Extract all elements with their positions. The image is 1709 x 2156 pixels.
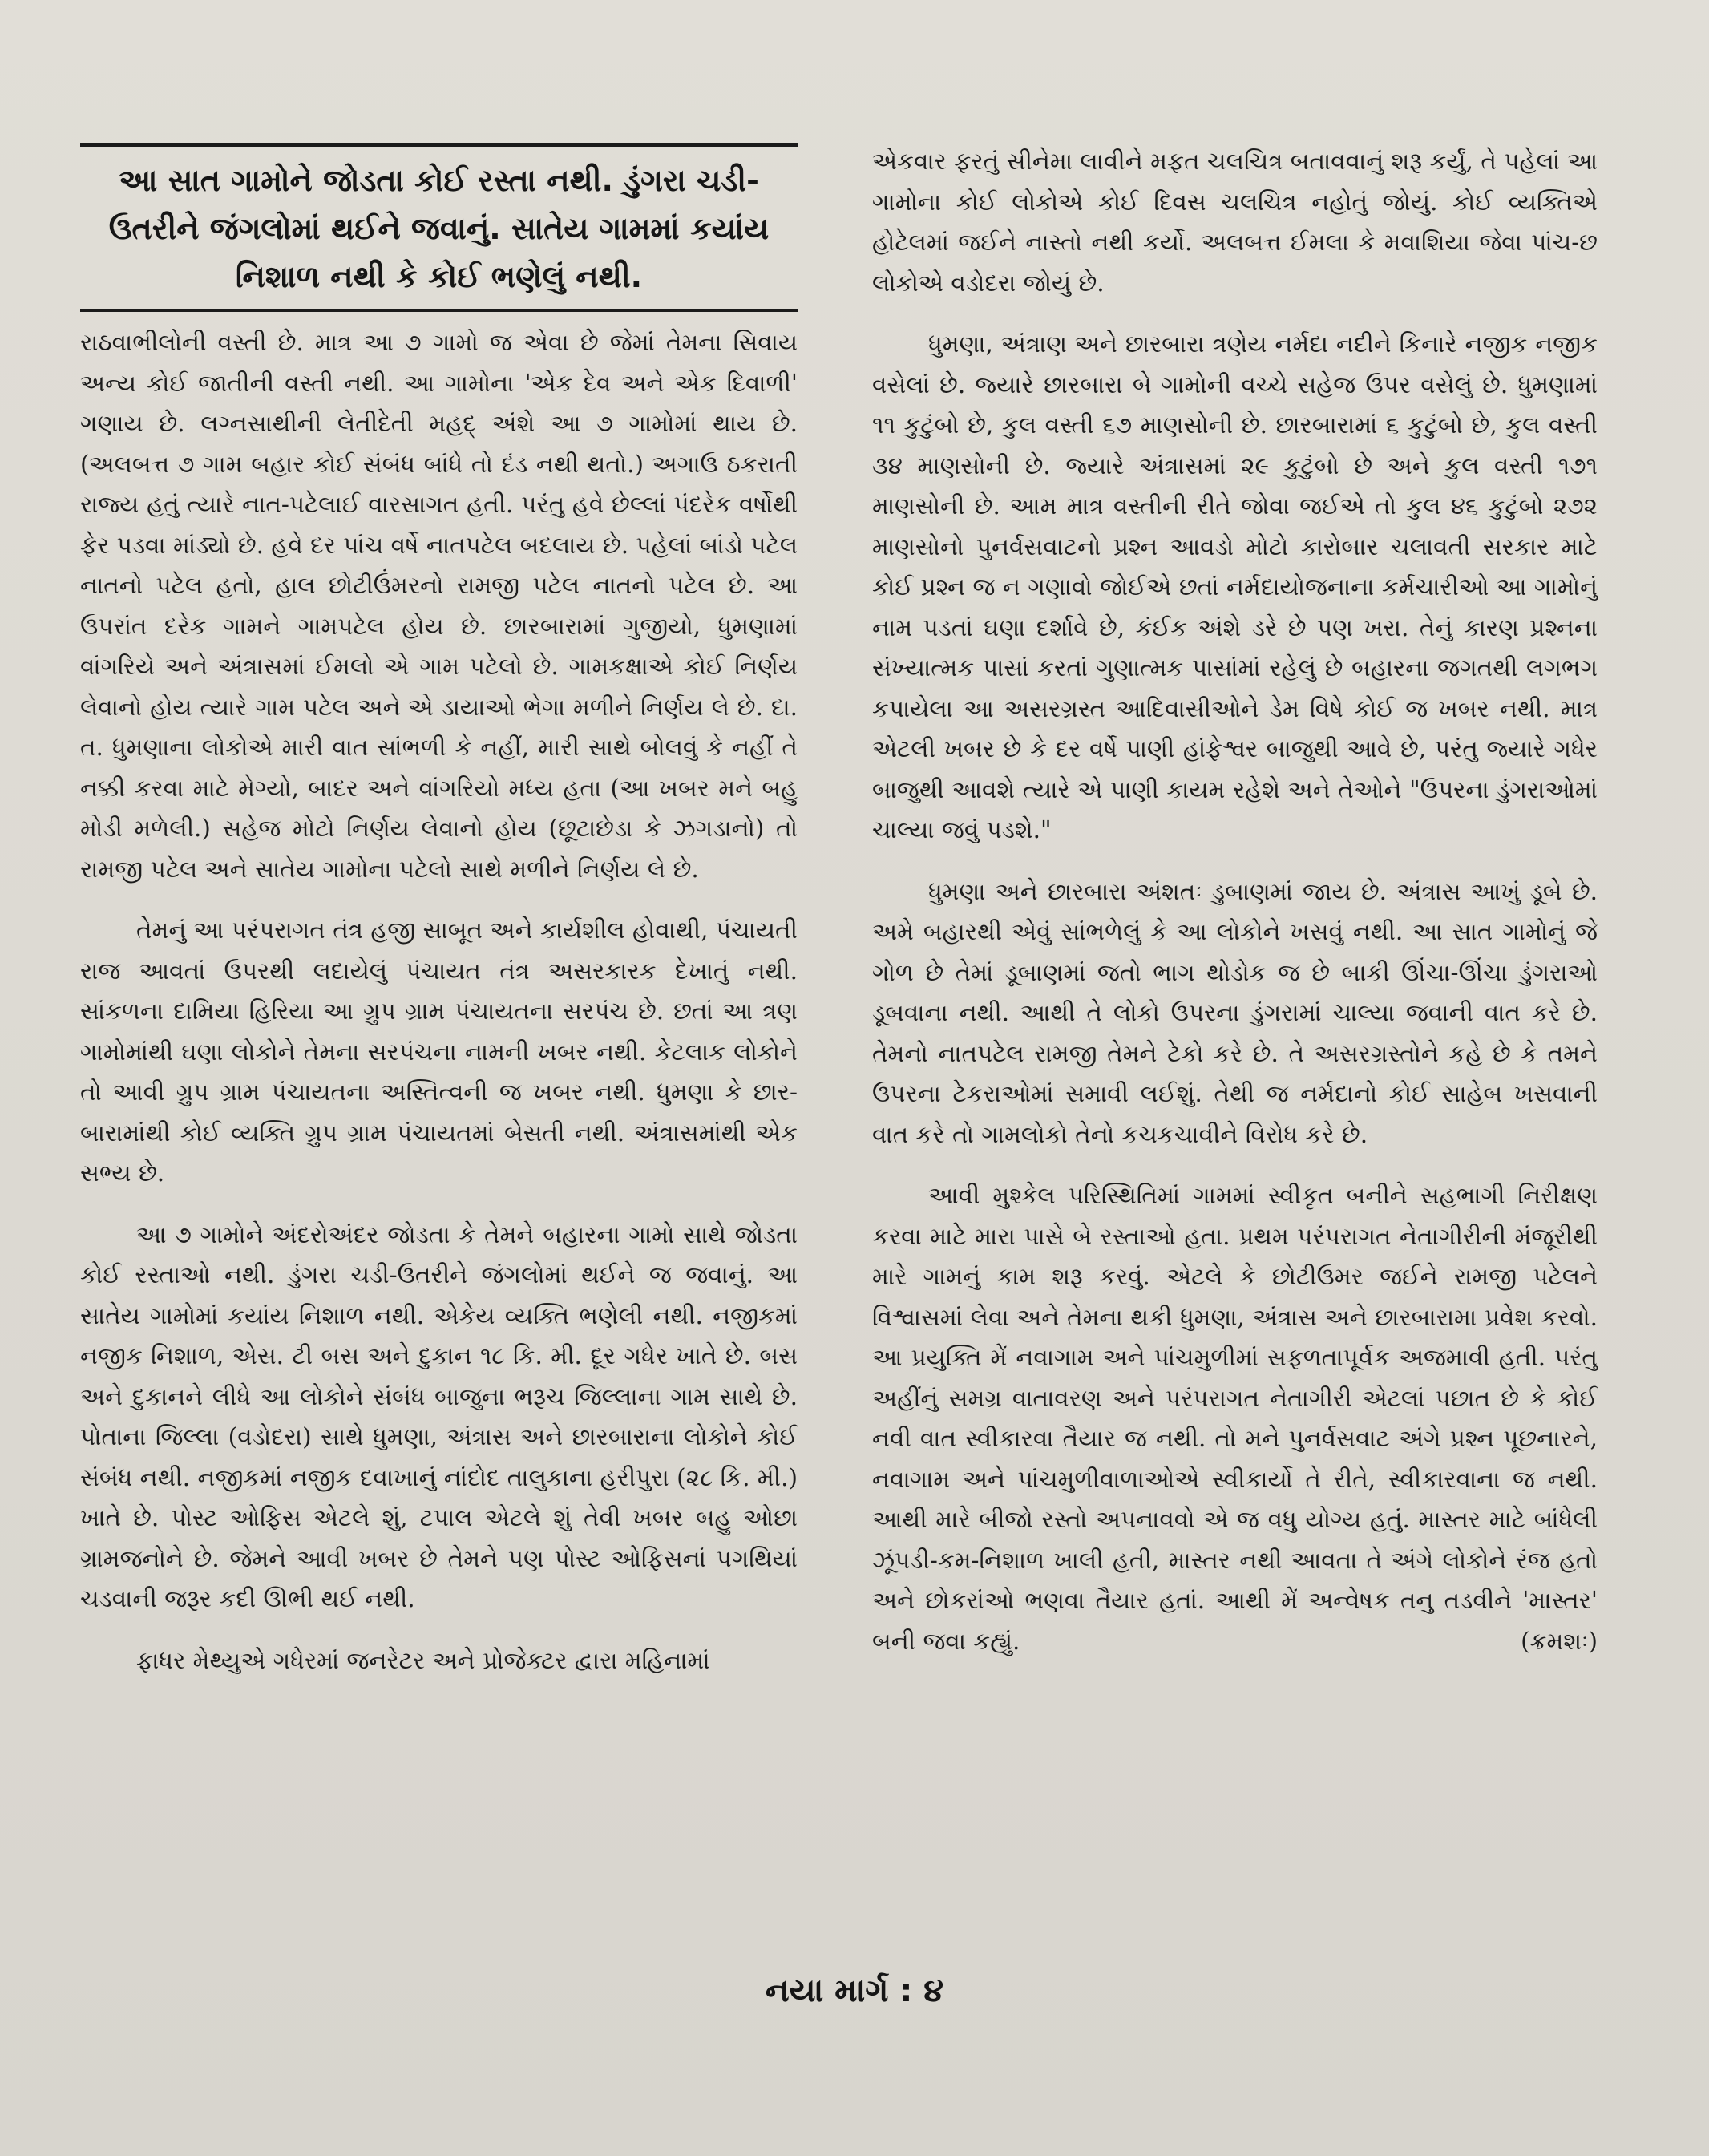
paragraph: ધુમણા અને છારબારા અંશતઃ ડુબાણમાં જાય છે. અંત્રાસ આખું ડૂબે છે. અમે બહારથી એવું સાંભળેલું કે આ લોકોને ખસવું નથી. આ સાત ગામોનું જે ગોળ છે તેમાં ડૂબાણમાં જતો ભાગ થોડોક જ છે બાકી ઊંચા-ઊંચા ડુંગરાઓ ડૂબવાના નથી. આથી તે લોકો ઉપરના ડુંગરામાં ચાલ્યા જવાની વાત કરે છે. તેમનો નાતપટેલ રામજી તેમને ટેકો કરે છે. તે અસરગ્રસ્તોને કહે છે કે તમને ઉપરના ટેકરાઓમાં સમાવી લઈશું. તેથી જ નર્મદાનો કોઈ સાહેબ ખસવાની વાત કરે તો ગામલોકો તેનો કચકચાવીને વિરોધ કરે છે. bbox=[872, 877, 1598, 1148]
pull-quote bbox=[80, 156, 798, 301]
paragraph: રાઠવાભીલોની વસ્તી છે. માત્ર આ ૭ ગામો જ એવા છે જેમાં તેમના સિવાય અન્ય કોઈ જાતીની વસ્તી નથી. આ ગામોના 'એક દેવ અને એક દિવાળી' ગણાય છે. લગ્નસાથીની લેતીદેતી મહદ્ અંશે આ ૭ ગામોમાં થાય છે. (અલબત્ત ૭ ગામ બહાર કોઈ સંબંધ બાંધે તો દંડ નથી થતો.) અગાઉ ઠકરાતી રાજ્ય હતું ત્યારે નાત-પટેલાઈ વારસાગત હતી. પરંતુ હવે છેલ્લાં પંદરેક વર્ષોથી ફેર પડવા માંડ્યો છે. હવે દર પાંચ વર્ષે નાતપટેલ બદલાય છે. પહેલાં બાંડો પટેલ નાતનો પટેલ હતો, હાલ છોટીઉંમરનો રામજી પટેલ નાતનો પટેલ છે. આ ઉપરાંત દરેક ગામને ગામપટેલ હોય છે. છારબારામાં ગુજીયો, ધુમણામાં વાંગરિયે અને અંત્રાસમાં ઈમલો એ ગામ પટેલો છે. ગામકક્ષાએ કોઈ નિર્ણય લેવાનો હોય ત્યારે ગામ પટેલ અને એ ડાયાઓ ભેગા મળીને નિર્ણય લે છે. દા. ત. ધુમણાના લોકોએ મારી વાત સાંભળી કે નહીં, મારી સાથે બોલવું કે નહીં તે નક્કી કરવા માટે મેગ્યો, બાદર અને વાંગરિયો મધ્ય હતા (આ ખબર મને બહુ મોડી મળેલી.) સહેજ મોટો નિર્ણય લેવાનો હોય (છૂટાછેડા કે ઝગડાનો) તો રામજી પટેલ અને સાતેય ગામોના પટેલો સાથે મળીને નિર્ણય લે છે. bbox=[80, 329, 798, 883]
pull-quote-line: ઉતરીને જંગલોમાં થઈને જવાનું. સાતેય ગામમાં કયાંય bbox=[108, 211, 770, 246]
continued-mark: (ક્રમશઃ) bbox=[1521, 1627, 1598, 1655]
pull-quote-line: નિશાળ નથી કે કોઈ ભણેલું નથી. bbox=[235, 259, 643, 294]
paragraph-text: આવી મુશ્કેલ પરિસ્થિતિમાં ગામમાં સ્વીકૃત બનીને સહભાગી નિરીક્ષણ કરવા માટે મારા પાસે બે રસ્તાઓ હતા. પ્રથમ પરંપરાગત નેતાગીરીની મંજૂરીથી મારે ગામનું કામ શરૂ કરવું. એટલે કે છોટીઉમર જઈને રામજી પટેલને વિશ્વાસમાં લેવા અને તેમના થકી ધુમણા, અંત્રાસ અને છારબારામા પ્રવેશ કરવો. આ પ્રયુક્તિ મેં નવાગામ અને પાંચમુળીમાં સફળતાપૂર્વક અજમાવી હતી. પરંતુ અહીંનું સમગ્ર વાતાવરણ અને પરંપરાગત નેતાગીરી એટલાં પછાત છે કે કોઈ નવી વાત સ્વીકારવા તૈયાર જ નથી. તો મને પુનર્વસવાટ અંગે પ્રશ્ન પૂછનારને, નવાગામ અને પાંચમુળીવાળાઓએ સ્વીકાર્યો તે રીતે, સ્વીકારવાના જ નથી. આથી મારે બીજો રસ્તો અપનાવવો એ જ વધુ યોગ્ય હતું. માસ્તર માટે બાંધેલી ઝૂંપડી-કમ-નિશાળ ખાલી હતી, માસ્તર નથી આવતા તે અંગે લોકોને રંજ હતો અને છોકરાંઓ ભણવા તૈયાર હતાં. આથી મેં અન્વેષક તનુ તડવીને 'માસ્તર' બની જવા કહ્યું. bbox=[872, 1182, 1598, 1655]
pull-quote-top-rule bbox=[80, 143, 798, 147]
page-footer: નયા માર્ગ : ૪ bbox=[765, 1972, 944, 2009]
paragraph: ફાધર મેથ્યુએ ગધેરમાં જનરેટર અને પ્રોજેક્ટર દ્વારા મહિનામાં bbox=[136, 1646, 710, 1674]
pull-quote-bottom-rule bbox=[80, 309, 798, 312]
paragraph: આ ૭ ગામોને અંદરોઅંદર જોડતા કે તેમને બહારના ગામો સાથે જોડતા કોઈ રસ્તાઓ નથી. ડુંગરા ચડી-ઉતરીને જંગલોમાં થઈને જ જવાનું. આ સાતેય ગામોમાં કયાંય નિશાળ નથી. એકેય વ્યક્તિ ભણેલી નથી. નજીકમાં નજીક નિશાળ, એસ. ટી બસ અને દુકાન ૧૮ કિ. મી. દૂર ગધેર ખાતે છે. બસ અને દુકાનને લીધે આ લોકોને સંબંધ બાજુના ભરૂચ જિલ્લાના ગામ સાથે છે. પોતાના જિલ્લા (વડોદરા) સાથે ધુમણા, અંત્રાસ અને છારબારાના લોકોને કોઈ સંબંધ નથી. નજીકમાં નજીક દવાખાનું નાંદોદ તાલુકાના હરીપુરા (૨૮ કિ. મી.) ખાતે છે. પોસ્ટ ઓફિસ એટલે શું, ટપાલ એટલે શું તેવી ખબર બહુ ઓછા ગ્રામજનોને છે. જેમને આવી ખબર છે તેમને પણ પોસ્ટ ઓફિસનાં પગથિયાં ચડવાની જરૂર કદી ઊભી થઈ નથી. bbox=[80, 1220, 798, 1612]
right-column-body bbox=[872, 141, 1598, 1661]
paragraph: તેમનું આ પરંપરાગત તંત્ર હજી સાબૂત અને કાર્યશીલ હોવાથી, પંચાયતી રાજ આવતાં ઉપરથી લદાયેલું પંચાયત તંત્ર અસરકારક દેખાતું નથી. સાંકળના દામિયા હિરિયા આ ગ્રુપ ગ્રામ પંચાયતના સરપંચ છે. છતાં આ ત્રણ ગામોમાંથી ઘણા લોકોને તેમના સરપંચના નામની ખબર નથી. કેટલાક લોકોને તો આવી ગ્રુપ ગ્રામ પંચાયતના અસ્તિત્વની જ ખબર નથી. ધુમણા કે છાર-બારામાંથી કોઈ વ્યક્તિ ગ્રુપ ગ્રામ પંચાયતમાં બેસતી નથી. અંત્રાસમાંથી એક સભ્ય છે. bbox=[80, 916, 798, 1187]
paragraph-last bbox=[872, 1175, 1598, 1661]
pull-quote-line: આ સાત ગામોને જોડતા કોઈ રસ્તા નથી. ડુંગરા ચડી- bbox=[119, 163, 759, 198]
left-column-body bbox=[80, 322, 798, 1681]
paragraph: એકવાર ફરતું સીનેમા લાવીને મફત ચલચિત્ર બતાવવાનું શરૂ કર્યું, તે પહેલાં આ ગામોના કોઈ લોકોએ કોઈ દિવસ ચલચિત્ર નહોતું જોયું. કોઈ વ્યક્તિએ હોટેલમાં જઈને નાસ્તો નથી કર્યો. અલબત્ત ઈમલા કે મવાશિયા જેવા પાંચ-છ લોકોએ વડોદરા જોયું છે. bbox=[872, 148, 1598, 297]
paragraph: ધુમણા, અંત્રાણ અને છારબારા ત્રણેય નર્મદા નદીને કિનારે નજીક નજીક વસેલાં છે. જ્યારે છારબારા બે ગામોની વચ્ચે સહેજ ઉપર વસેલું છે. ધુમણામાં ૧૧ કુટુંબો છે, કુલ વસ્તી ૬૭ માણસોની છે. છારબારામાં ૬ કુટુંબો છે, કુલ વસ્તી ૩૪ માણસોની છે. જ્યારે અંત્રાસમાં ૨૯ કુટુંબો છે અને કુલ વસ્તી ૧૭૧ માણસોની છે. આમ માત્ર વસ્તીની રીતે જોવા જઈએ તો કુલ ૪૬ કુટુંબો ૨૭૨ માણસોનો પુનર્વસવાટનો પ્રશ્ન આવડો મોટો કારોબાર ચલાવતી સરકાર માટે કોઈ પ્રશ્ન જ ન ગણાવો જોઈએ છતાં નર્મદાયોજનાના કર્મચારીઓ આ ગામોનું નામ પડતાં ઘણા દર્શાવે છે, કંઈક અંશે ડરે છે પણ ખરા. તેનું કારણ પ્રશ્નના સંખ્યાત્મક પાસાં કરતાં ગુણાત્મક પાસાંમાં રહેલું છે બહારના જગતથી લગભગ કપાયેલા આ અસરગ્રસ્ત આદિવાસીઓને ડેમ વિષે કોઈ જ ખબર નથી. માત્ર એટલી ખબર છે કે દર વર્ષે પાણી હાંફેશ્વર બાજુથી આવે છે, પરંતુ જ્યારે ગધેર બાજુથી આવશે ત્યારે એ પાણી કાયમ રહેશે અને તેઓને "ઉપરના ડુંગરાઓમાં ચાલ્યા જવું પડશે." bbox=[872, 330, 1598, 843]
